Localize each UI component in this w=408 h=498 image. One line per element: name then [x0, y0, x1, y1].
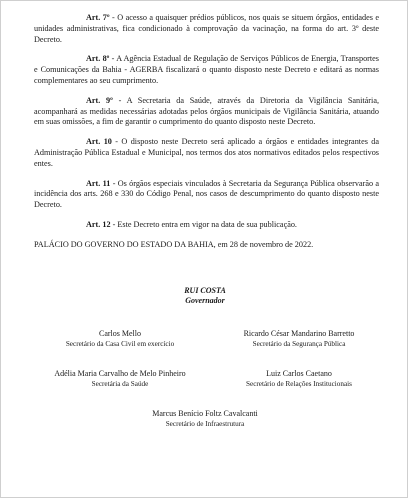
article-number: Art. 7º — [86, 13, 110, 22]
signatory-role: Secretário de Infraestrutura — [165, 420, 245, 428]
article-8 — [34, 54, 379, 86]
signatory-role: Secretário da Casa Civil em exercício — [65, 340, 175, 348]
article-number: Art. 8º — [86, 54, 110, 64]
signatory-name: Adélia Maria Carvalho de Melo Pinheiro — [54, 369, 186, 378]
signature-block — [25, 369, 215, 389]
signatory-name: Carlos Mello — [99, 329, 141, 338]
palacio-line: PALÁCIO DO GOVERNO DO ESTADO DA BAHIA, em 28 de novembro de 2022. — [34, 239, 314, 249]
article-number: Art. 11 — [86, 178, 111, 188]
signature-block — [105, 409, 305, 429]
signatory-role: Secretário da Segurança Pública — [252, 340, 346, 348]
article-11 — [34, 179, 379, 211]
article-9 — [34, 96, 379, 128]
governor-title: Governador — [185, 296, 225, 305]
signatory-name: Luiz Carlos Caetano — [266, 369, 332, 378]
signatory-name: Ricardo César Mandarino Barretto — [243, 329, 355, 338]
signatory-role: Secretária da Saúde — [91, 380, 149, 388]
article-text: - Os órgãos especiais vinculados à Secretaria da Segurança Pública observarão a incidência dos arts. 268 e 330 do Código Penal, nos casos de descumprimento do quanto disposto neste Decreto. — [34, 178, 379, 210]
governor-name: RUI COSTA — [184, 286, 226, 295]
article-text: - O disposto neste Decreto será aplicado a órgãos e entidades integrantes da Administração Pública Estadual e Municipal, nos termos dos atos normativos editados pelos respectivos entes. — [34, 137, 379, 168]
signatory-name: Marcus Benício Foltz Cavalcanti — [152, 409, 258, 418]
article-number: Art. 10 — [86, 137, 112, 147]
article-7 — [34, 13, 379, 45]
signature-block — [199, 369, 399, 389]
signature-block — [25, 329, 215, 349]
article-12 — [34, 220, 379, 231]
signatory-role: Secretário de Relações Institucionais — [246, 380, 352, 388]
governor-signature — [1, 286, 408, 306]
article-10 — [34, 137, 379, 169]
article-number: Art. 12 — [86, 219, 111, 229]
article-text: - O acesso a quaisquer prédios públicos, nos quais se situem órgãos, entidades e unidades administrativas, fica condicionado à comprovação da vacinação, na forma do art. 3º deste Decreto. — [34, 13, 379, 44]
article-text: - A Agência Estadual de Regulação de Serviços Públicos de Energia, Transportes e Comunicações da Bahia - AGERBA fiscalizará o quanto disposto neste Decreto e editará as normas complementares ao seu cumprimento. — [34, 54, 379, 85]
article-text: - A Secretaria da Saúde, através da Diretoria da Vigilância Sanitária, acompanhará as medidas necessárias adotadas pelos órgãos municipais de Vigilância Sanitária, atuando em suas omissões, a fim de garantir o cumprimento do quanto disposto neste Decreto. — [34, 95, 379, 127]
article-text: - Este Decreto entra em vigor na data de sua publicação. — [110, 219, 297, 229]
article-number: Art. 9º — [86, 95, 113, 105]
signature-block — [199, 329, 399, 349]
decree-body — [34, 13, 379, 251]
